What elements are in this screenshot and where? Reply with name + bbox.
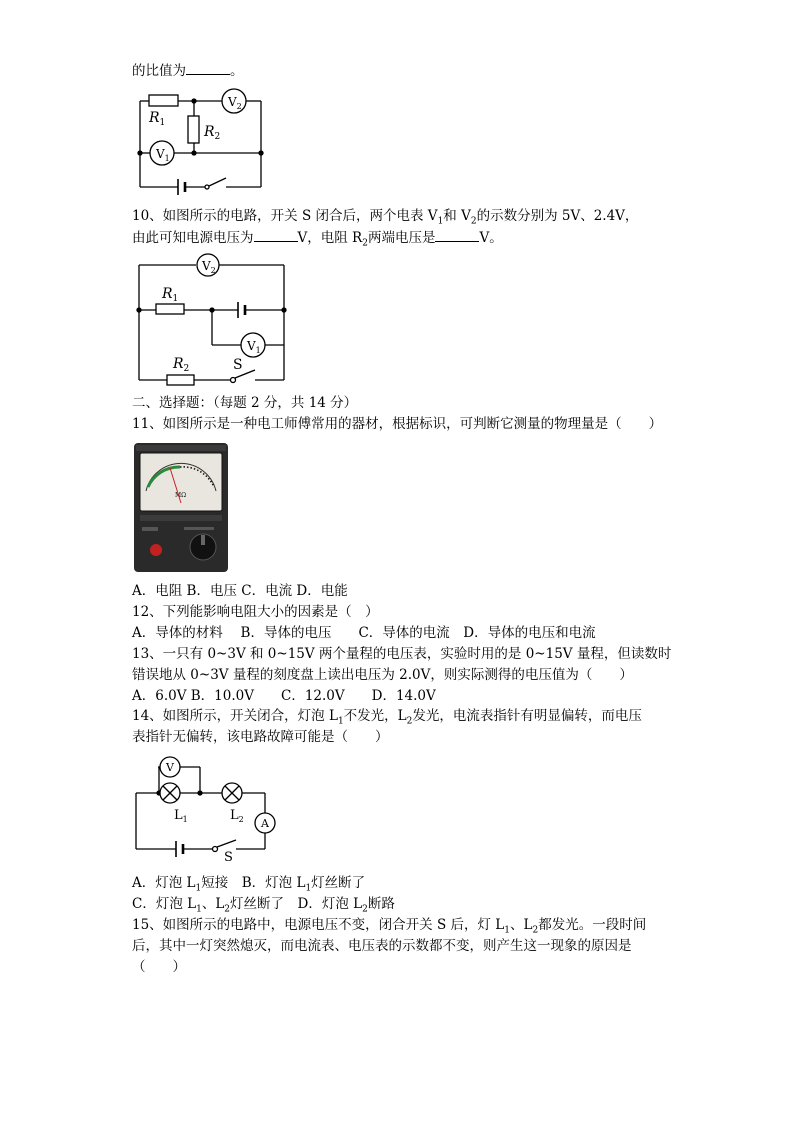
q14-line-2: 表指针无偏转，该电路故障可能是（ ） [132, 729, 389, 745]
q11-options: A．电阻 B．电压 C．电流 D．电能 [132, 583, 348, 599]
svg-text:A: A [261, 817, 269, 830]
switch [209, 178, 226, 186]
switch [217, 840, 236, 847]
q15-line-3: （ ） [132, 959, 186, 975]
resistor-r1 [156, 304, 184, 314]
q14-options-cd: C．灯泡 $L_1$、$L_2$灯丝断了 D．灯泡 $L_2$断路 [132, 896, 395, 915]
q13-options: A．6.0V B．10.0V C．12.0V D．14.0V [132, 688, 436, 704]
q15-line-1: 15、如图所示的电路中，电源电压不变，闭合开关 S 后，灯 $L_1$、$L_2$都发光。一段时间 [132, 917, 647, 936]
svg-text:L2: $L_2$ [230, 808, 244, 824]
svg-text:S: S [224, 850, 233, 865]
q14-options-ab: A．灯泡 $L_1$短接 B．灯泡 $L_1$灯丝断了 [132, 875, 366, 894]
svg-text:V2: $V_2$ [202, 259, 216, 275]
svg-text:S: S [233, 357, 243, 373]
q13-line-1: 13、一只有 0~3V 和 0~15V 两个量程的电压表，实验时用的是 0~15V 量程，但读数时 [132, 646, 672, 662]
svg-text:L1: $L_1$ [174, 808, 188, 824]
q10-line-2: 由此可知电源电压为 V，电阻 $R_2$两端电压是 V。 [132, 230, 503, 249]
q10-line-1: 10、如图所示的电路，开关 S 闭合后，两个电表 $V_1$和 $V_2$的示数分别为 5V、2.4V， [132, 208, 639, 227]
resistor-r2 [167, 375, 194, 385]
svg-text:V1: $V_1$ [247, 339, 261, 355]
answer-blank [254, 229, 298, 242]
insulation-tester-photo [134, 443, 228, 572]
svg-text:R2: $R_2$ [173, 356, 190, 374]
meter-unit-label: MΩ [175, 492, 187, 499]
answer-blank [186, 62, 230, 75]
q14-line-1: 14、如图所示，开关闭合，灯泡 $L_1$不发光，$L_2$发光，电流表指针有明显偏转，而电压 [132, 708, 642, 727]
q9-tail: 的比值为 。 [132, 63, 244, 79]
resistor-r1 [149, 95, 178, 106]
svg-text:V: V [166, 761, 174, 774]
circuit-diagram-2 [138, 254, 288, 379]
circuit-diagram-3 [136, 757, 286, 867]
q12-options: A．导体的材料 B．导体的电压 C．导体的电流 D．导体的电压和电流 [132, 625, 596, 641]
answer-blank [435, 229, 479, 242]
circuit-diagram-1 [135, 88, 275, 188]
svg-text:R2: $R_2$ [204, 124, 221, 142]
section-title: 二、选择题：（每题 2 分，共 14 分） [132, 395, 358, 411]
q12-stem: 12、下列能影响电阻大小的因素是（ ） [132, 604, 379, 620]
svg-text:R1: $R_1$ [149, 110, 166, 128]
q13-line-2: 错误地从 0~3V 量程的刻度盘上读出电压为 2.0V，则实际测得的电压值为（ ） [132, 667, 633, 683]
svg-text:V1: $V_1$ [156, 147, 170, 163]
q11-stem: 11、如图所示是一种电工师傅常用的器材，根据标识，可判断它测量的物理量是（ ） [132, 416, 663, 432]
svg-text:R1: $R_1$ [162, 286, 179, 304]
q15-line-2: 后，其中一灯突然熄灭，而电流表、电压表的示数都不变，则产生这一现象的原因是 [132, 938, 632, 954]
svg-text:V2: $V_2$ [228, 95, 242, 111]
resistor-r2 [188, 116, 199, 143]
